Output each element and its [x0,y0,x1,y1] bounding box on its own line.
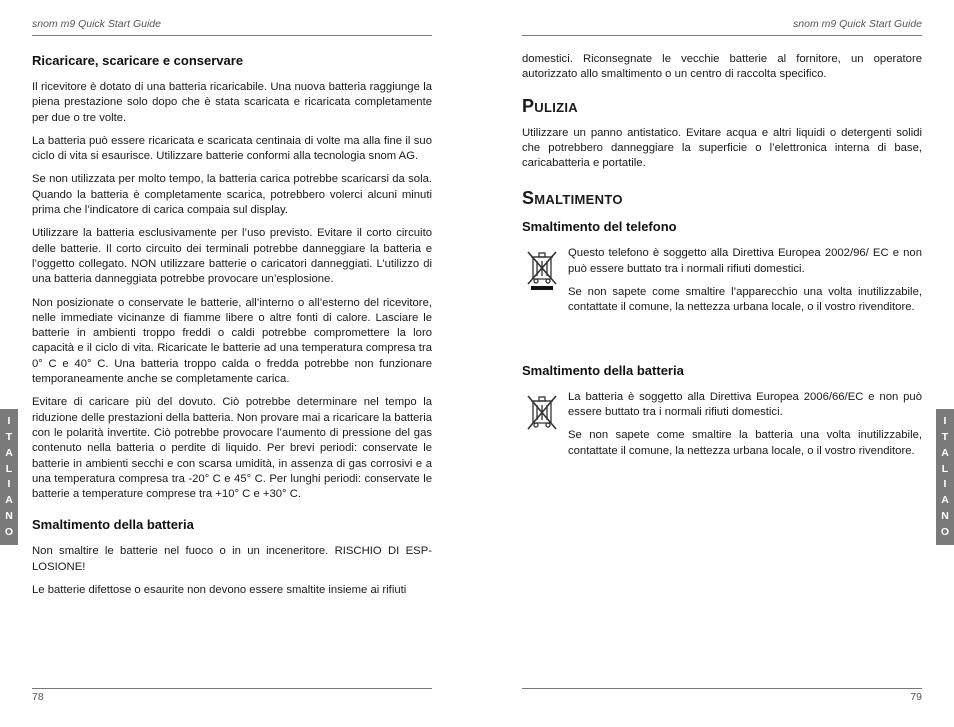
tab-letter: I [943,478,947,491]
header-rule [522,35,922,36]
tab-letter: L [941,462,949,475]
page-number: 78 [32,691,44,703]
footer-rule [32,688,432,689]
paragraph: Se non utilizzata per molto tempo, la batteria carica potrebbe scaricarsi da sola. Quando la batteria è completamente scarica, potrebbero volerci alcuni minuti prima che l’indicatore di carica compaia sul display. [32,173,432,217]
header-rule [32,35,432,36]
language-tab-right [936,409,954,545]
tab-letter: A [941,494,949,507]
paragraph: Evitare di caricare più del dovuto. Ciò potrebbe determinare nel tempo la riduzione delle prestazioni della batteria. Non provare mai a ricaricare la batteria con le polarità invertite. Ciò potrebbe provocare l’aumento di pressione del gas contenuto nella batteria o perdite di liquido. Per brevi periodi: conservate le batterie in ambienti secchi e con scarsa umidità, in assenza di gas corrosivi e a una temperatura compresa tra -20° C e 45° C. Per lunghi periodi: conservate le batterie a temperature comprese tra +10° C e +30° C. [32,396,432,501]
paragraph: Utilizzare la batteria esclusivamente per l’uso previsto. Evitare il corto circuito delle batterie. Il corto circuito dei terminali potrebbe danneggiare la batteria e l’oggetto collegato. NON utilizzare batterie o caricatori danneggiati. L’utilizzo di una batteria danneggiata potrebbe provocare un’esplosione. [32,227,432,286]
crossed-bin-with-bar-icon [522,246,568,297]
phone-disposal-text [568,246,922,323]
right-page [522,0,922,727]
battery-disposal-text [568,390,922,467]
tab-letter: N [5,510,13,523]
language-tab-left [0,409,18,545]
paragraph: domestici. Riconsegnate le vecchie batterie al fornitore, un operatore autorizzato allo smaltimento o un centro di raccolta specifico. [522,53,922,81]
tab-letter: I [7,478,11,491]
paragraph: Non posizionate o conservate le batterie, all’interno o all’esterno del ricevitore, nelle immediate vicinanze di fiamme libere o altre fonti di calore. Lasciare le batterie in ambienti troppo freddi o caldi potrebbe compromettere la loro capacità e il ciclo di vita. Ricaricate le batterie ad una temperatura compresa tra 0° C e 40° C. Una batteria troppo calda o fredda potrebbe non funzionare temporaneamente anche se completamente carica. [32,296,432,386]
tab-letter: L [5,462,13,475]
paragraph: Utilizzare un panno antistatico. Evitare acqua e altri liquidi o detergenti solidi che potrebbero danneggiare la superficie o l’elettronica interna di base, caricabatteria e portatile. [522,126,922,170]
battery-disposal-block [522,390,922,467]
footer-rule [522,688,922,689]
paragraph: Non smaltire le batterie nel fuoco o in un inceneritore. RISCHIO DI ESP-LOSIONE! [32,545,432,573]
page-number: 79 [910,691,922,703]
tab-letter: A [5,494,13,507]
paragraph: Il ricevitore è dotato di una batteria ricaricabile. Una nuova batteria raggiunge la piena prestazione solo dopo che è stata scaricata e ricaricata completamente per due o tre volte. [32,81,432,124]
tab-letter: O [940,526,950,538]
tab-letter: A [5,446,13,459]
paragraph: Se non sapete come smaltire la batteria una volta inutilizzabile, contattate il comune, la nettezza urbana locale, o il vostro rivenditore. [568,429,922,457]
paragraph: La batteria può essere ricaricata e scaricata centinaia di volte ma alla fine il suo ciclo di vita si esaurisce. Utilizzare batterie conformi alla tecnologia snom AG. [32,134,432,163]
left-page-content [32,52,432,606]
tab-letter: O [4,526,14,538]
paragraph: Le batterie difettose o esaurite non devono essere smaltite insieme ai rifiuti [32,584,407,597]
subsection-heading: Smaltimento del telefono [522,219,677,235]
section-heading: Smaltimento della batteria [32,517,194,533]
paragraph: Questo telefono è soggetto alla Direttiva Europea 2002/96/ EC e non può essere buttato tra i normali rifiuti domestici. [568,247,922,275]
phone-disposal-block [522,246,922,323]
paragraph: Se non sapete come smaltire l’apparecchio una volta inutilizzabile, contattate il comune, la nettezza urbana locale, o il vostro rivenditore. [568,286,922,314]
section-title-smaltimento: Smaltimento [522,188,623,209]
tab-letter: T [5,430,13,443]
tab-letter: A [941,446,949,459]
running-header: snom m9 Quick Start Guide [32,18,161,30]
running-header: snom m9 Quick Start Guide [793,18,922,30]
tab-letter: T [941,430,949,443]
paragraph: La batteria è soggetto alla Direttiva Europea 2006/66/EC e non può essere buttato tra i normali rifiuti domestici. [568,390,922,418]
crossed-bin-icon [522,390,568,437]
subsection-heading: Smaltimento della batteria [522,362,684,378]
section-heading: Ricaricare, scaricare e conservare [32,53,244,68]
tab-letter: N [941,510,949,523]
left-page [32,0,432,727]
right-page-content [522,52,922,467]
section-title-pulizia: Pulizia [522,95,578,116]
tab-letter: I [7,414,11,427]
tab-letter: I [943,414,947,427]
